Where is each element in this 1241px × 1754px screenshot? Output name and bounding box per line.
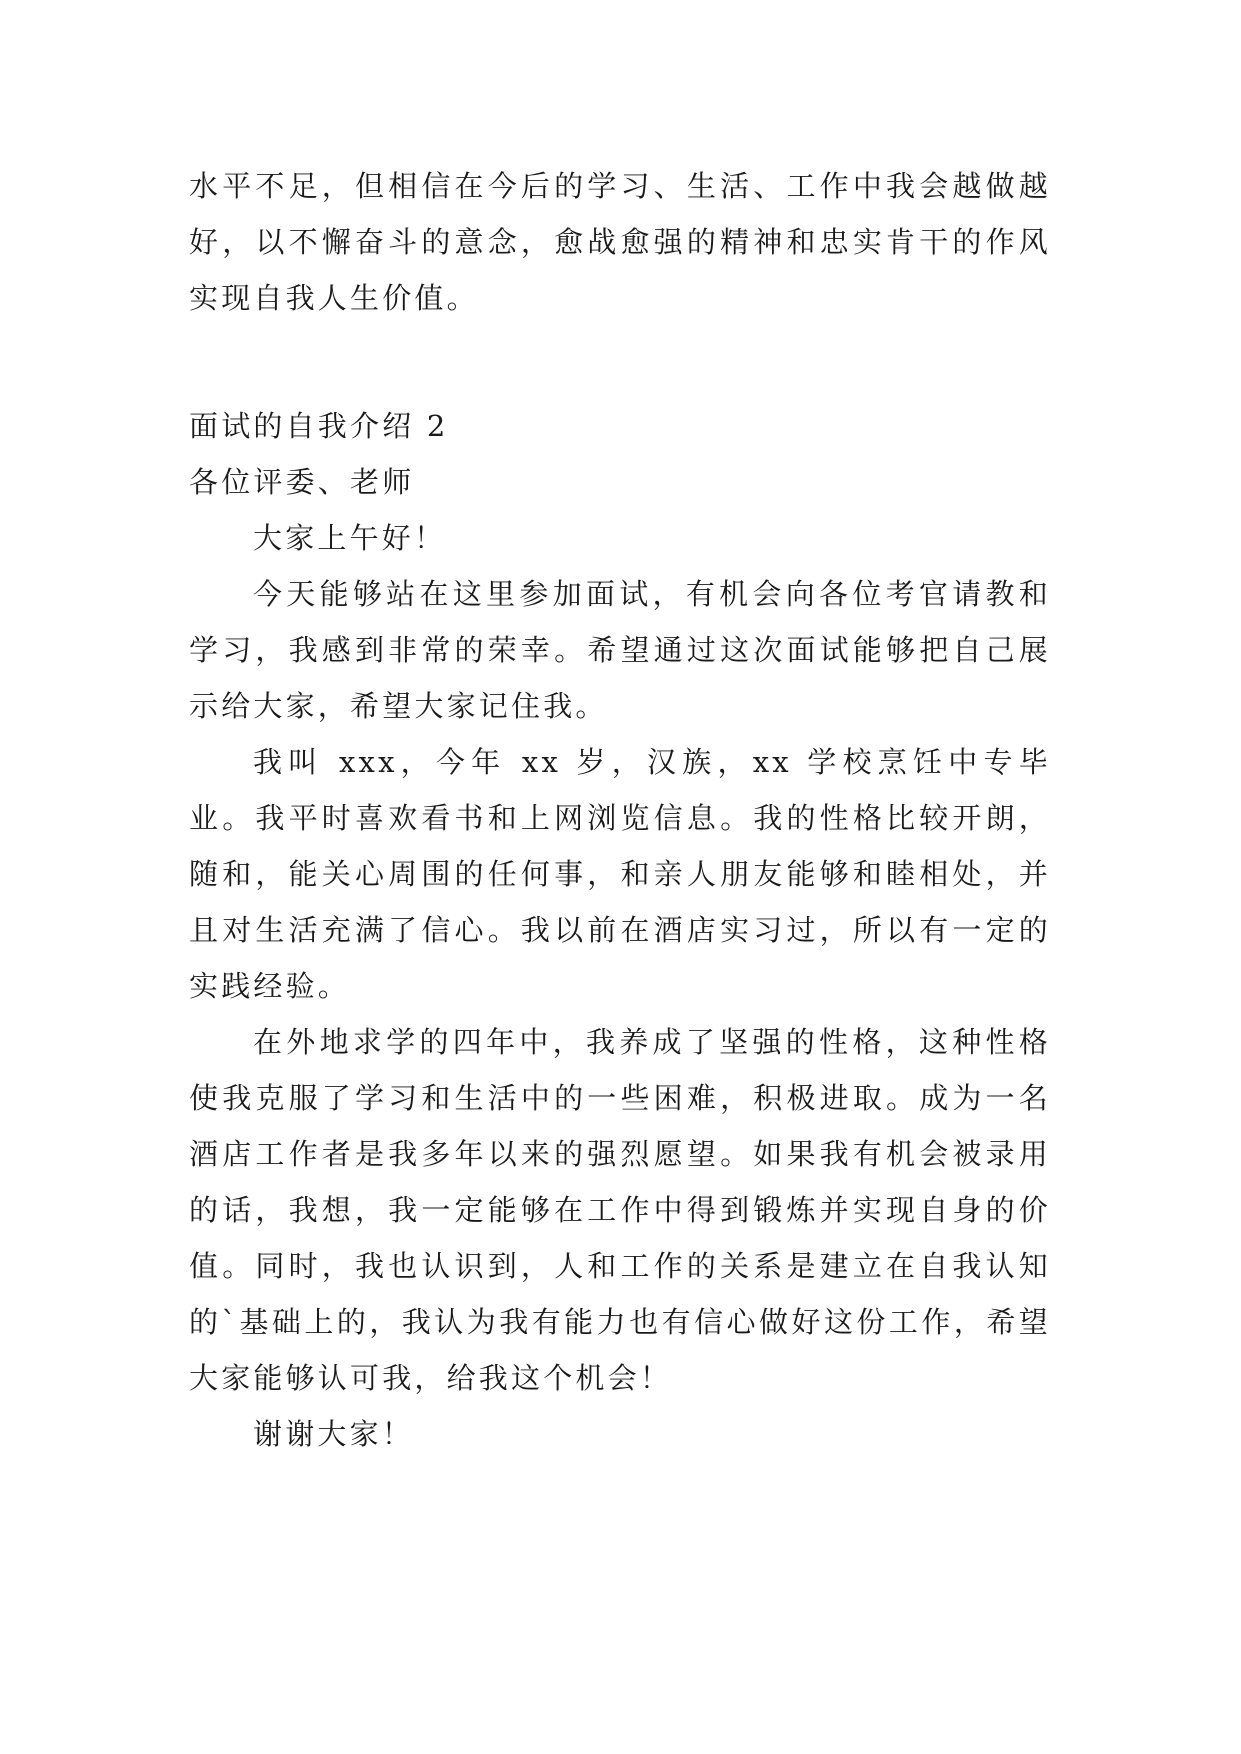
greeting: 大家上午好！ (253, 521, 447, 555)
body-paragraph-3: 在外地求学的四年中，我养成了坚强的性格，这种性格使我克服了学习和生活中的一些困难，积极进取。成为一名酒店工作者是我多年以来的强烈愿望。如果我有机会被录用的话，我想，我一定能够在工作中得到锻炼并实现自身的价值。同时，我也认识到，人和工作的关系是建立在自我认知的`基础上的，我认为我有能力也有信心做好这份工作，希望大家能够认可我，给我这个机会！ (189, 1025, 1051, 1395)
salutation: 各位评委、老师 (189, 465, 415, 499)
body-paragraph-2: 我叫 xxx，今年 xx 岁，汉族，xx 学校烹饪中专毕业。我平时喜欢看书和上网浏览信息。我的性格比较开朗，随和，能关心周围的任何事，和亲人朋友能够和睦相处，并且对生活充满了信心。我以前在酒店实习过，所以有一定的实践经验。 (189, 745, 1051, 1003)
interview-section (189, 398, 1051, 1462)
intro-paragraph: 水平不足，但相信在今后的学习、生活、工作中我会越做越好，以不懈奋斗的意念，愈战愈强的精神和忠实肯干的作风实现自我人生价值。 (189, 169, 1051, 315)
closing-line: 谢谢大家！ (253, 1417, 415, 1451)
body-paragraph-1: 今天能够站在这里参加面试，有机会向各位考官请教和学习，我感到非常的荣幸。希望通过这次面试能够把自己展示给大家，希望大家记住我。 (189, 577, 1051, 723)
intro-section (189, 158, 1051, 326)
section-title: 面试的自我介绍 2 (189, 409, 449, 443)
